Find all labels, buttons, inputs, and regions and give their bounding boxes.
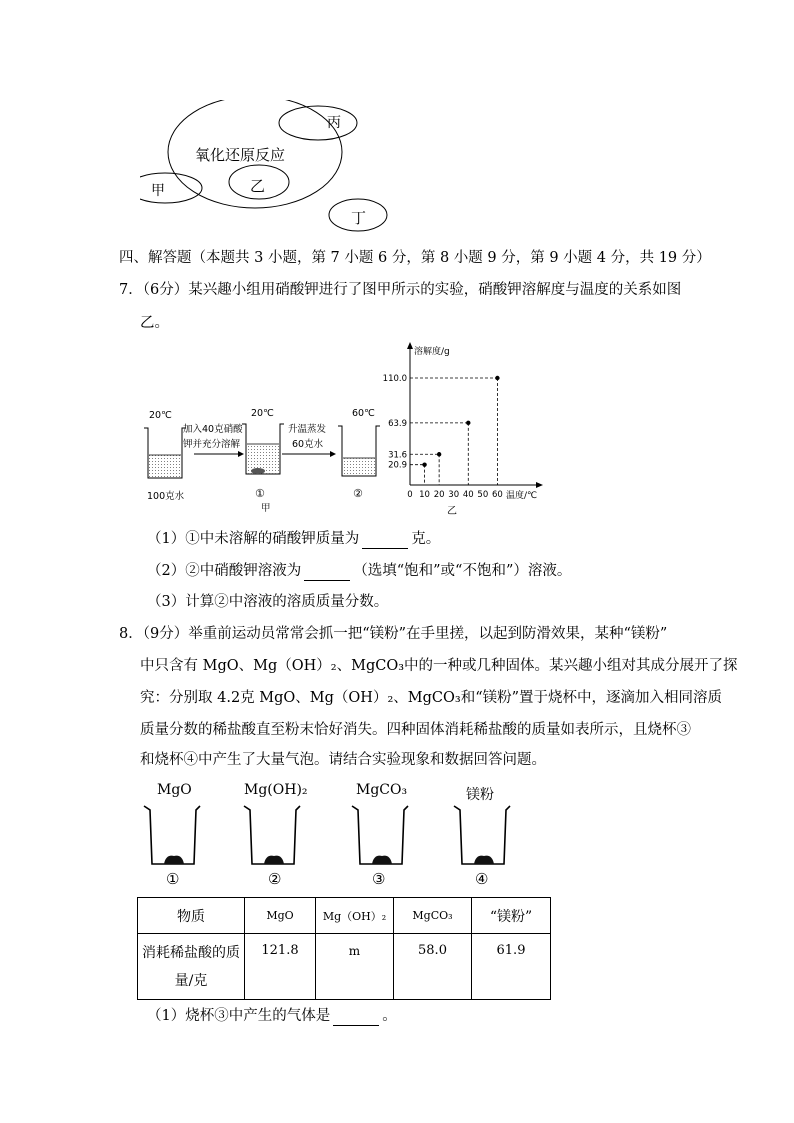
- jia-label-2: ②: [353, 487, 363, 500]
- x-tick-label: 50: [477, 490, 489, 500]
- chart-xlabel: 温度/℃: [506, 491, 538, 501]
- venn-jia-label: 甲: [151, 183, 165, 199]
- jia-label-1: ①: [255, 487, 265, 500]
- beaker-num-1: ①: [166, 870, 180, 888]
- table-cell: m: [316, 934, 394, 1000]
- table-header-cell: 物质: [138, 898, 245, 934]
- table-header-cell: Mg（OH）₂: [316, 898, 394, 934]
- table-cell: 61.9: [472, 934, 551, 1000]
- table-cell: 121.8: [245, 934, 316, 1000]
- q8-sub1: [147, 1006, 397, 1026]
- y-tick-label: 20.9: [388, 460, 407, 471]
- beaker-label-mgpowder: 镁粉: [466, 787, 494, 803]
- consumption-table: [137, 897, 551, 1000]
- data-point: [422, 462, 426, 466]
- q8-p5: 和烧杯④中产生了大量气泡。请结合实验现象和数据回答问题。: [140, 752, 546, 768]
- jia-water-label: 100克水: [147, 491, 185, 502]
- venn-yi-label: 乙: [250, 177, 266, 195]
- chart-ylabel: 溶解度/g: [414, 347, 450, 357]
- q7-sub2: [147, 561, 571, 581]
- section-heading: 四、解答题（本题共 3 小题，第 7 小题 6 分，第 8 小题 9 分，第 9 小题 4 分，共 19 分）: [119, 250, 711, 266]
- q7-sub1-blank[interactable]: [362, 534, 408, 549]
- beaker-2: [338, 426, 380, 476]
- x-tick-label: 20: [433, 490, 445, 500]
- q8-p1: 8．（9分）举重前运动员常常会抓一把“镁粉”在手里搓，以起到防滑效果，某种“镁粉”: [119, 626, 668, 642]
- jia-temp-1: 20℃: [149, 410, 172, 421]
- q8-p3: 究：分别取 4.2克 MgO、Mg（OH）₂、MgCO₃和“镁粉”置于烧杯中，逐滴加入相同溶质: [140, 690, 723, 706]
- data-point: [495, 376, 499, 380]
- venn-bing-label: 丙: [327, 115, 341, 131]
- jia-caption: 甲: [261, 503, 271, 514]
- x-tick-label: 30: [448, 490, 460, 500]
- q7-intro-line1: 7．（6分）某兴趣小组用硝酸钾进行了图甲所示的实验，硝酸钾溶解度与温度的关系如图: [119, 282, 682, 298]
- q7-intro-line2: 乙。: [140, 315, 169, 331]
- q8-p2: 中只含有 MgO、Mg（OH）₂、MgCO₃中的一种或几种固体。某兴趣小组对其成分展开了探: [140, 658, 738, 674]
- q7-sub2-blank[interactable]: [304, 566, 350, 581]
- chart-caption: 乙: [447, 506, 457, 517]
- beaker-num-4: ④: [475, 870, 489, 888]
- q7-sub3: （3）计算②中溶液的溶质质量分数。: [147, 594, 389, 610]
- q8-p4: 质量分数的稀盐酸直至粉末恰好消失。四种固体消耗稀盐酸的质量如表所示，且烧杯③: [140, 722, 691, 738]
- y-tick-label: 110.0: [382, 374, 407, 384]
- beaker-row: [140, 800, 520, 875]
- q7-sub2-text: （2）②中硝酸钾溶液为: [147, 563, 302, 579]
- jia-temp-3: 60℃: [352, 408, 375, 419]
- y-tick-label: 31.6: [388, 450, 407, 461]
- data-point: [466, 421, 470, 425]
- q8-sub1-blank[interactable]: [333, 1011, 379, 1026]
- beaker-mgco3: [352, 806, 408, 864]
- jia-arrow1-text1: 加入40克硝酸: [183, 424, 243, 435]
- beaker-label-mgo: MgO: [157, 782, 192, 798]
- venn-main-label: 氧化还原反应: [195, 146, 286, 164]
- data-point: [437, 452, 441, 456]
- beaker-1: [242, 424, 284, 474]
- beaker-mgo: [144, 806, 200, 864]
- x-tick-label: 40: [462, 490, 474, 500]
- beaker-num-3: ③: [372, 870, 386, 888]
- q8-sub1-tail: 。: [382, 1008, 397, 1024]
- jia-arrow2-text2: 60克水: [292, 439, 324, 450]
- jia-arrow1-text2: 钾并充分溶解: [183, 439, 241, 450]
- venn-bing-ellipse: [279, 106, 357, 140]
- table-row-label: 消耗稀盐酸的质 量/克: [138, 934, 245, 1000]
- table-header-cell: MgO: [245, 898, 316, 934]
- table-header-row: [138, 898, 551, 934]
- beaker-label-mgoh2: Mg(OH)₂: [244, 782, 308, 798]
- q7-sub1-text: （1）①中未溶解的硝酸钾质量为: [147, 531, 360, 547]
- q7-sub1: [147, 529, 440, 549]
- q7-sub2-tail: （选填“饱和”或“不饱和”）溶液。: [353, 563, 572, 579]
- table-header-cell: MgCO₃: [394, 898, 472, 934]
- q8-sub1-text: （1）烧杯③中产生的气体是: [147, 1008, 331, 1024]
- beaker-100g-water: [144, 428, 186, 478]
- table-header-cell: “镁粉”: [472, 898, 551, 934]
- jia-arrow2-text1: 升温蒸发: [288, 424, 327, 435]
- venn-ding-label: 丁: [351, 209, 367, 227]
- q7-sub1-unit: 克。: [411, 531, 441, 547]
- beaker-num-2: ②: [268, 870, 282, 888]
- table-cell: 58.0: [394, 934, 472, 1000]
- venn-jia-ellipse: [140, 173, 202, 203]
- x-tick-label: 60: [492, 490, 503, 500]
- beaker-mgpowder: [454, 806, 510, 864]
- beaker-label-mgco3: MgCO₃: [356, 782, 408, 798]
- jia-temp-2: 20℃: [251, 408, 274, 419]
- table-row: [138, 934, 551, 1000]
- beaker-mgoh2: [244, 806, 300, 864]
- x-tick-label: 10: [419, 490, 430, 500]
- y-tick-label: 63.9: [388, 418, 407, 429]
- x-tick-label: 0: [407, 490, 413, 500]
